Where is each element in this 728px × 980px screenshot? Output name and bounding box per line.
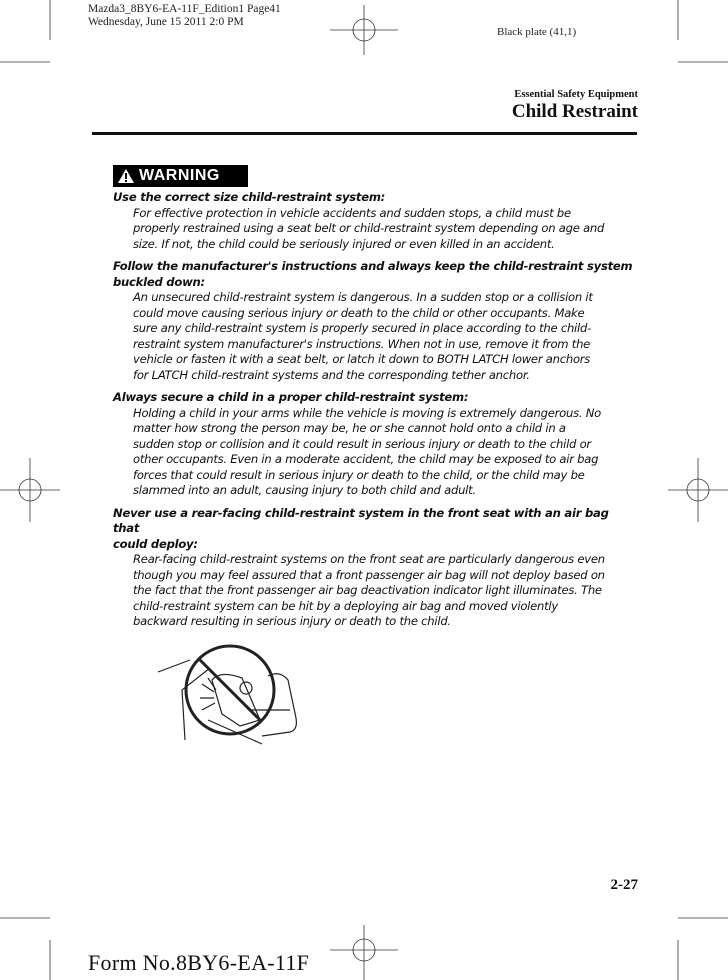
text-line: slammed into an adult, causing injury to both child and adult. [133, 483, 476, 497]
warning-heading [113, 506, 638, 553]
warning-text [133, 206, 638, 253]
page-title: Child Restraint [511, 101, 638, 122]
heading-line: Follow the manufacturer's instructions and always keep the child-restraint system [113, 259, 633, 273]
print-info-line1: Mazda3_8BY6-EA-11F_Edition1 Page41 [88, 3, 281, 15]
prohibited-rear-facing-child-seat-airbag-icon [150, 640, 315, 750]
text-line: forces that could result in serious injury or death to the child, or the child may be [133, 467, 585, 482]
text-line: size. If not, the child could be seriously injured or even killed in an accident. [133, 236, 555, 251]
text-line: sure any child-restraint system is properly secured in place according to the child- [133, 321, 592, 335]
section-name: Essential Safety Equipment [514, 89, 638, 100]
warning-heading: Always secure a child in a proper child-restraint system: [113, 390, 469, 404]
page-number: 2-27 [610, 877, 638, 893]
heading-line: buckled down: [113, 274, 205, 289]
warning-item-rear-facing [115, 506, 638, 630]
heading-line: Never use a rear-facing child-restraint system in the front seat with an air bag that [113, 505, 609, 535]
text-line: properly restrained using a seat belt or child-restraint system depending on age and [133, 221, 605, 235]
text-line: backward resulting in serious injury or death to the child. [133, 614, 451, 628]
text-line: Rear-facing child-restraint systems on the front seat are particularly dangerous even [133, 552, 605, 566]
header-rule [92, 132, 637, 135]
text-line: child-restraint system can be hit by a deploying air bag and moved violently [133, 598, 559, 613]
print-info [88, 3, 281, 29]
warning-text [133, 406, 638, 499]
text-line: other occupants. Even in a moderate accident, the child may be exposed to air bag [133, 452, 599, 466]
text-line: sudden stop or collision and it could result in serious injury or death to the child or [133, 436, 591, 451]
form-number: Form No.8BY6-EA-11F [88, 950, 310, 975]
warning-item-proper-restraint [115, 390, 638, 499]
text-line: vehicle or fasten it with a seat belt, or latch it down to BOTH LATCH lower anchors [133, 352, 591, 366]
print-info-line2: Wednesday, June 15 2011 2:0 PM [88, 16, 244, 28]
warning-label: WARNING [139, 167, 220, 184]
warning-heading [113, 259, 638, 290]
exclamation-triangle-icon [113, 168, 139, 184]
text-line: the fact that the front passenger air bag deactivation indicator light illuminates. The [133, 583, 602, 597]
warning-heading: Use the correct size child-restraint system: [113, 190, 386, 204]
text-line: matter how strong the person may be, he or she cannot hold onto a child in a [133, 421, 566, 435]
text-line: Holding a child in your arms while the vehicle is moving is extremely dangerous. No [133, 405, 602, 420]
warning-text [133, 552, 638, 630]
heading-line: could deploy: [113, 536, 198, 551]
warning-banner [113, 165, 248, 187]
text-line: For effective protection in vehicle accidents and sudden stops, a child must be [133, 205, 571, 220]
plate-label: Black plate (41,1) [497, 26, 577, 38]
text-line: could move causing serious injury or death to the child or other occupants. Make [133, 305, 585, 320]
text-line: for LATCH child-restraint systems and the corresponding tether anchor. [133, 367, 530, 382]
warning-text [133, 290, 638, 383]
text-line: restraint system manufacturer's instructions. When not in use, remove it from the [133, 336, 591, 351]
warning-item-buckled-down [115, 259, 638, 383]
text-line: An unsecured child-restraint system is dangerous. In a sudden stop or a collision it [133, 290, 593, 304]
text-line: though you may feel assured that a front passenger air bag will not deploy based on [133, 567, 605, 582]
warning-item-correct-size [115, 190, 638, 252]
warning-body [115, 190, 638, 637]
